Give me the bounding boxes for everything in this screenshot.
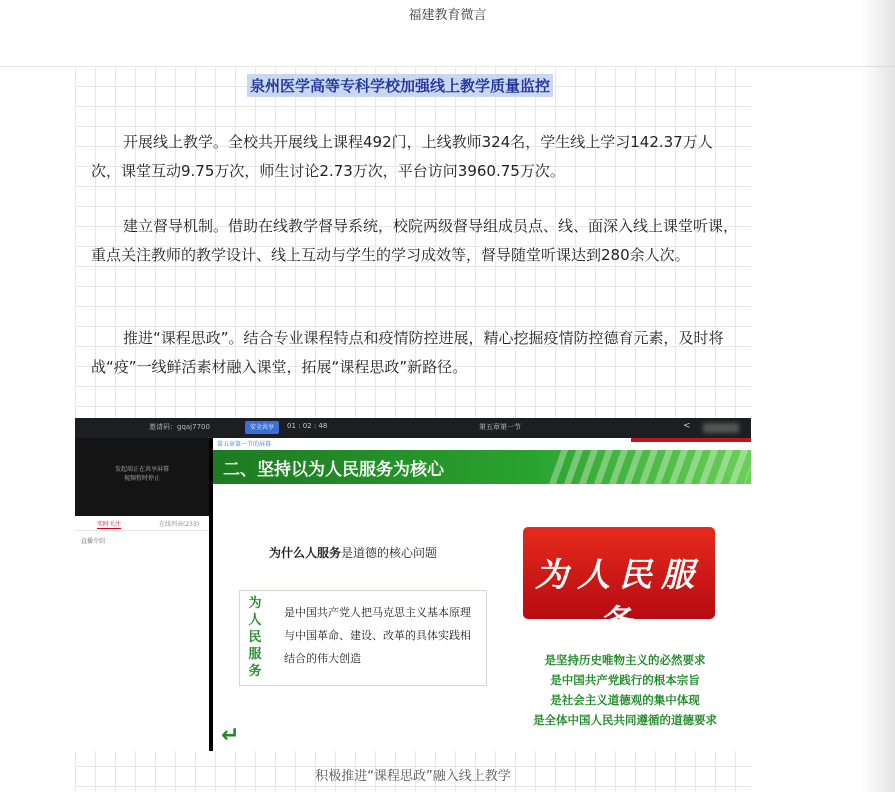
tab-realtime[interactable]: 实时关注 — [97, 521, 122, 528]
green-point: 是社会主义道德观的集中体现 — [550, 693, 700, 707]
green-points-list — [509, 650, 741, 730]
screenshot-toolbar — [75, 418, 751, 438]
green-point: 是坚持历史唯物主义的必然要求 — [544, 653, 706, 667]
session-timer: 01 : 02 : 48 — [287, 422, 328, 430]
slide — [213, 438, 751, 751]
slide-question — [269, 544, 437, 561]
image-caption: 积极推进“课程思政”融入线上教学 — [315, 769, 511, 784]
live-intro-link[interactable]: 直播介绍 — [81, 538, 106, 545]
window-edge-shadow — [861, 0, 895, 792]
question-rest: 是道德的核心问题 — [341, 546, 438, 560]
title-bar-stripes — [549, 450, 751, 484]
calligraphy-text: 为人民服务 — [535, 555, 703, 641]
slide-title: 二、坚持以为人民服务为核心 — [223, 460, 444, 480]
share-screen-button[interactable]: 安全共享 — [245, 421, 279, 434]
chapter-label: 第五章第一节 — [479, 423, 521, 431]
app-title: 福建教育微言 — [408, 8, 487, 23]
chat-panel — [75, 516, 209, 751]
definition-vertical-label: 为人民服务 — [248, 596, 262, 679]
slide-title-bar — [213, 450, 751, 484]
definition-box — [239, 590, 487, 686]
screen-breadcrumb: 第五章第一节的屏幕 — [217, 441, 272, 448]
share-icon[interactable]: < — [683, 421, 691, 431]
left-panel — [75, 438, 209, 751]
tab-online-list[interactable]: 在线列表(233) — [159, 521, 200, 528]
calligraphy-banner — [523, 527, 715, 641]
video-area — [75, 438, 209, 516]
tab-divider — [75, 530, 209, 531]
article-headline: 泉州医学高等专科学校加强线上教学质量监控 — [247, 74, 553, 97]
invite-code: 邀请码：gqaj7700 — [149, 423, 210, 431]
return-arrow-icon[interactable]: ↵ — [221, 723, 240, 748]
article-paragraph: 建立督导机制。借助在线教学督导系统，校院两级督导组成员点、线、面深入线上课堂听课，重点关注教师的教学设计、线上互动与学生的学习成效等，督导随堂听课达到280余人次。 — [91, 217, 739, 264]
definition-text: 是中国共产党人把马克思主义基本原理与中国革命、建设、改革的具体实践相结合的伟大创造 — [284, 606, 471, 665]
article-paragraph: 开展线上教学。全校共开展线上课程492门，上线教师324名，学生线上学习142.37万人次，课堂互动9.75万次，师生讨论2.73万次，平台访问3960.75万次。 — [91, 133, 713, 180]
green-point: 是中国共产党践行的根本宗旨 — [550, 673, 700, 687]
embedded-screenshot[interactable] — [75, 418, 751, 751]
slide-accent — [631, 438, 751, 442]
question-emphasis: 为什么人服务 — [269, 546, 342, 560]
video-status-message: 发起端正在共享屏幕 视频暂时停止 — [114, 466, 169, 482]
article-paragraph: 推进“课程思政”。结合专业课程特点和疫情防控进展，精心挖掘疫情防控德育元素，及时将战“疫”一线鲜活素材融入课堂，拓展“课程思政”新路径。 — [91, 329, 724, 376]
green-point: 是全体中国人民共同遵循的道德要求 — [533, 713, 717, 727]
app-header — [0, 0, 895, 67]
blurred-user-area — [703, 423, 739, 433]
